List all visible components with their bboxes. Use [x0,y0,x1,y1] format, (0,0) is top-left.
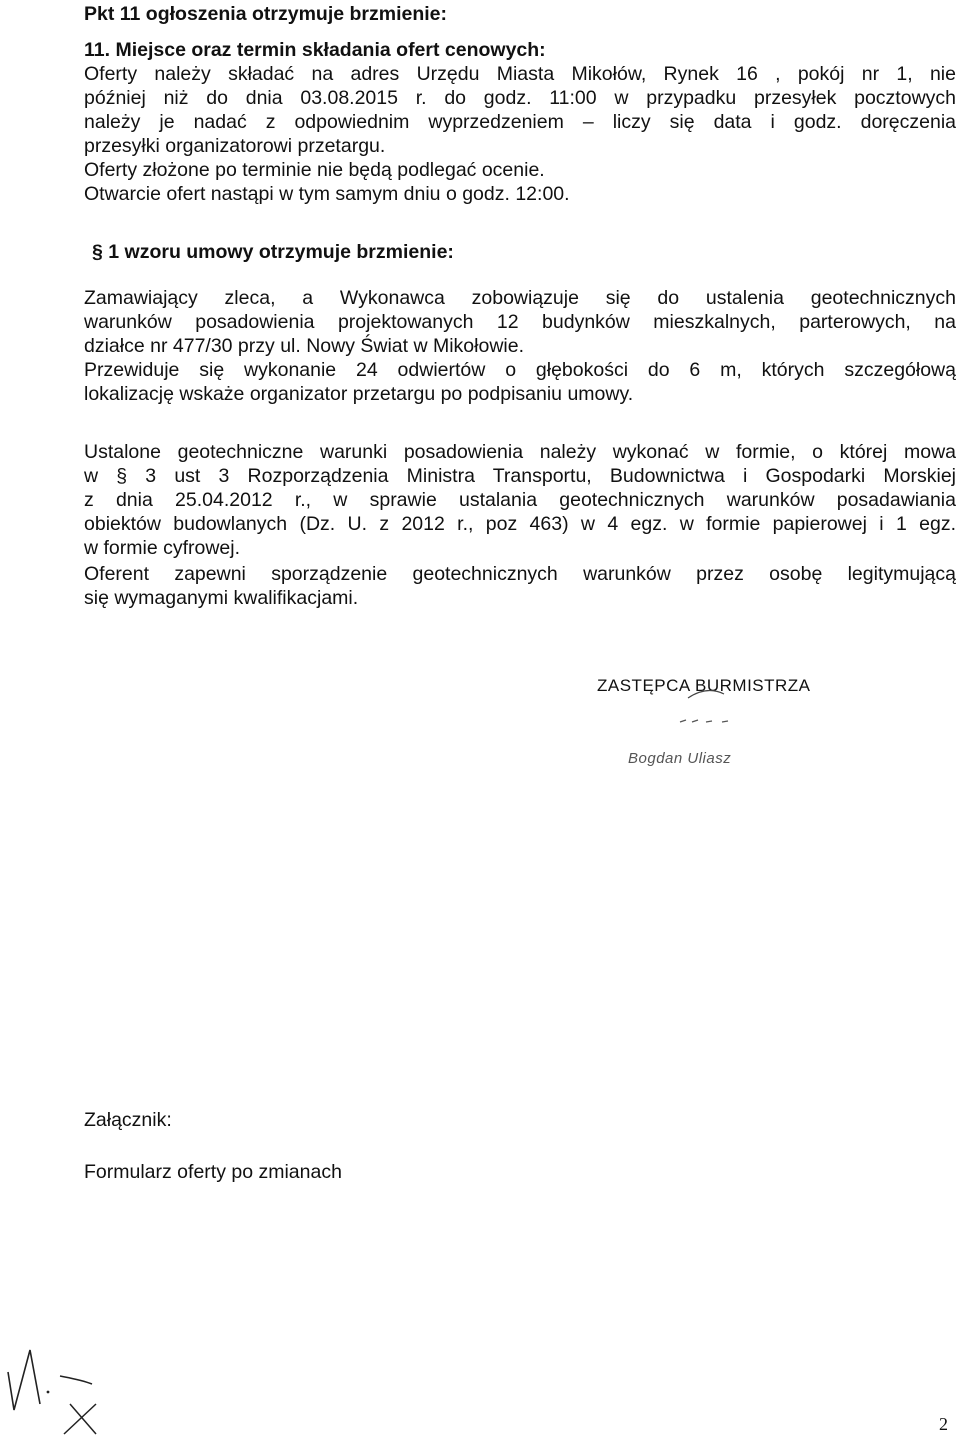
section-11-line-1: Oferty należy składać na adres Urzędu Miasta Mikołów, Rynek 16 , pokój nr 1, nie [84,63,956,85]
paragraph-2-line-5: w formie cyfrowej. [84,537,241,559]
section-11-line-4: przesyłki organizatorowi przetargu. [84,135,386,157]
paragraph-2-line-1: Ustalone geotechniczne warunki posadowienia należy wykonać w formie, o której mowa [84,441,956,463]
paragraph-1-line-1: Zamawiający zleca, a Wykonawca zobowiązuje się do ustalenia geotechnicznych [84,287,956,309]
section-11-heading: 11. Miejsce oraz termin składania ofert cenowych: [84,39,546,61]
paragraph-1-line-5: lokalizację wskaże organizator przetargu po podpisaniu umowy. [84,383,634,405]
paragraph-1-line-4: Przewiduje się wykonanie 24 odwiertów o głębokości do 6 m, których szczegółową [84,359,956,381]
paragraph-1-line-3: działce nr 477/30 przy ul. Nowy Świat w Mikołowie. [84,335,525,357]
section-11-line-5: Oferty złożone po terminie nie będą podlegać ocenie. [84,159,545,181]
paragraph-1-heading: § 1 wzoru umowy otrzymuje brzmienie: [92,241,454,263]
signature-name: Bogdan Uliasz [628,750,732,767]
paragraph-2-line-4: obiektów budowlanych (Dz. U. z 2012 r., poz 463) w 4 egz. w formie papierowej i 1 egz. [84,513,956,535]
section-11-line-2: później niż do dnia 03.08.2015 r. do godz. 11:00 w przypadku przesyłek pocztowych [84,87,956,109]
paragraph-3-line-2: się wymaganymi kwalifikacjami. [84,587,359,609]
paragraph-1-line-2: warunków posadowienia projektowanych 12 budynków mieszkalnych, parterowych, na [84,311,956,333]
page-number: 2 [939,1414,948,1434]
section-11-line-6: Otwarcie ofert nastąpi w tym samym dniu o godz. 12:00. [84,183,570,205]
paragraph-2-line-2: w § 3 ust 3 Rozporządzenia Ministra Transportu, Budownictwa i Gospodarki Morskiej [84,465,956,487]
attachment-item: Formularz oferty po zmianach [84,1161,342,1183]
attachment-label: Załącznik: [84,1109,172,1131]
paragraph-2-line-3: z dnia 25.04.2012 r., w sprawie ustalania geotechnicznych warunków posadawiania [84,489,956,511]
paragraph-3-line-1: Oferent zapewni sporządzenie geotechnicznych warunków przez osobę legitymującą [84,563,956,585]
signature-title: ZASTĘPCA BURMISTRZA [597,676,811,695]
section-11-line-3: należy je nadać z odpowiednim wyprzedzeniem – liczy się data i godz. doręczenia [84,111,956,133]
header-line: Pkt 11 ogłoszenia otrzymuje brzmienie: [84,3,448,25]
